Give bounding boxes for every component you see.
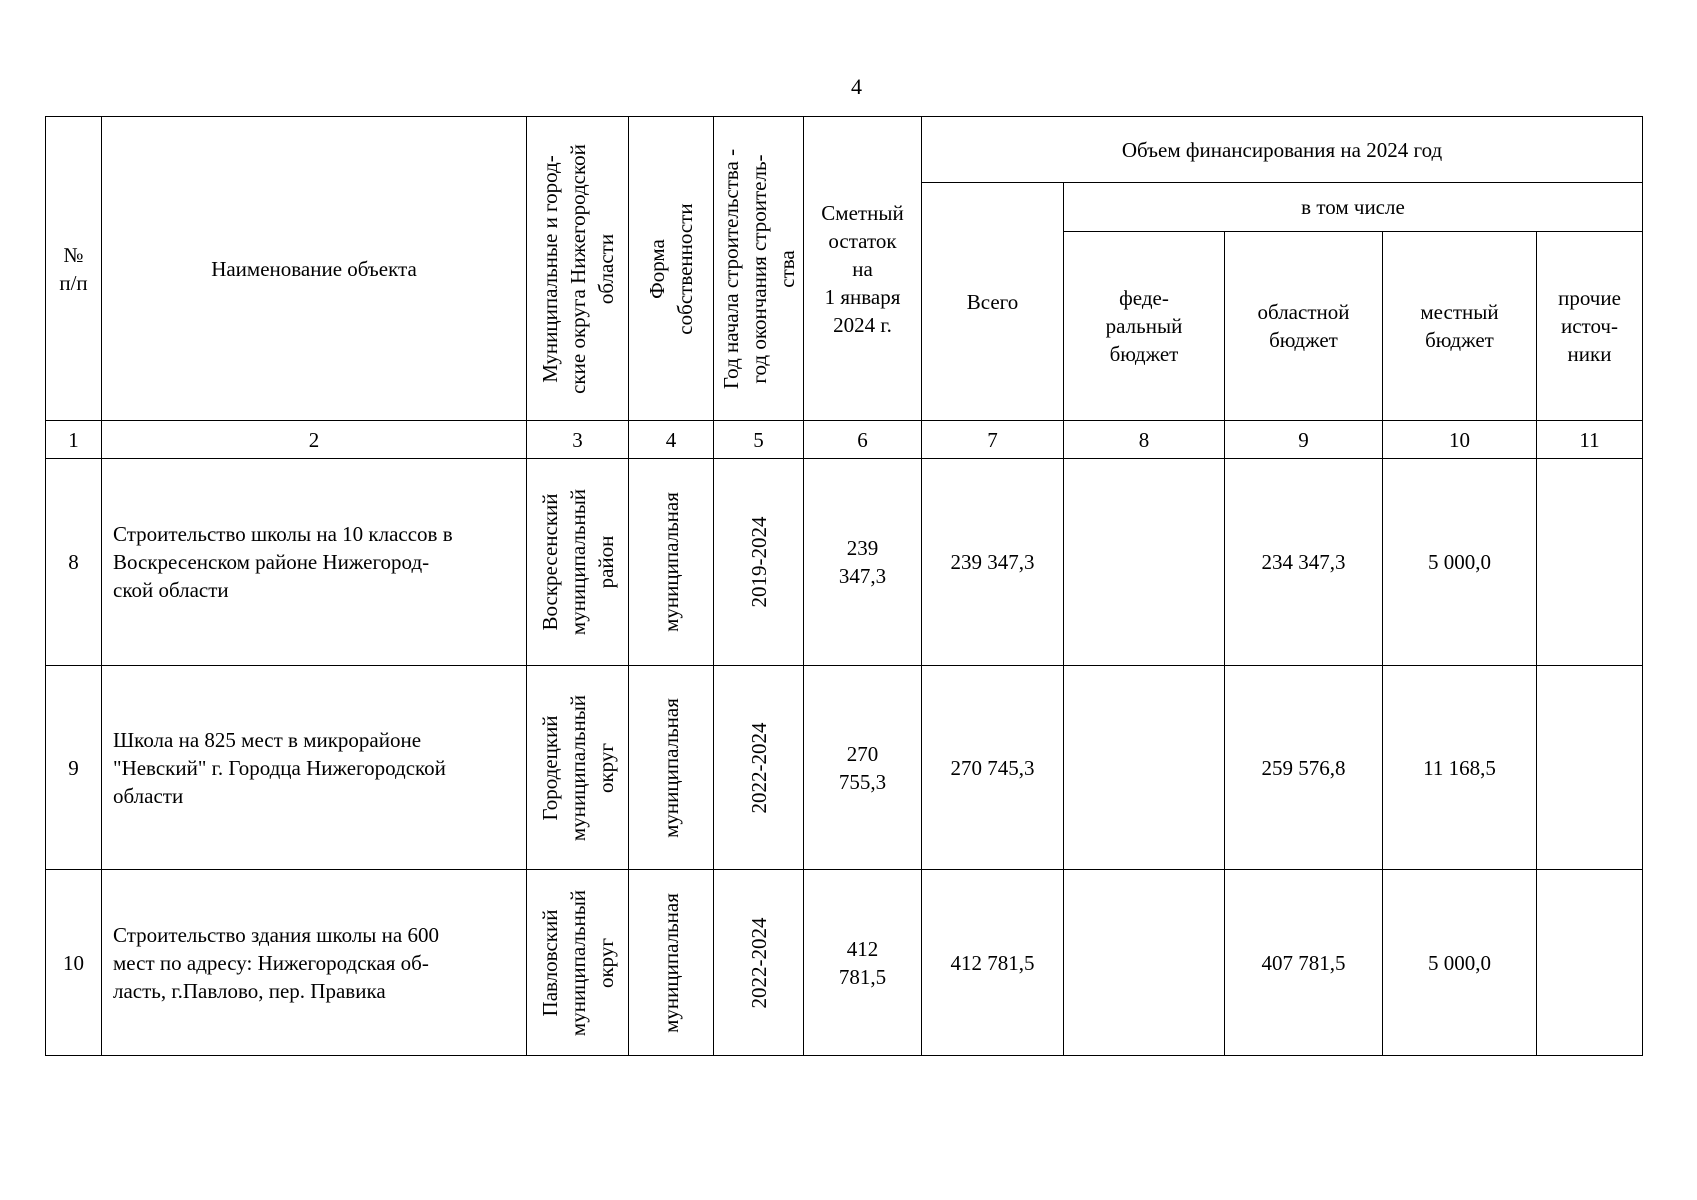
row-ownership: муниципальная <box>629 459 714 666</box>
header-regional: областной бюджет <box>1225 232 1383 421</box>
header-ownership: Форма собственности <box>629 117 714 421</box>
row-total: 239 347,3 <box>922 459 1064 666</box>
row-other <box>1537 666 1643 870</box>
column-number: 1 <box>46 421 102 459</box>
header-estimate: Сметный остаток на 1 января 2024 г. <box>804 117 922 421</box>
row-name: Строительство здания школы на 600 мест по адресу: Нижегородская об- ласть, г.Павлово, пер. Правика <box>102 870 527 1056</box>
row-estimate: 270 755,3 <box>804 666 922 870</box>
column-number: 11 <box>1537 421 1643 459</box>
row-municipality: Городецкий муниципальный округ <box>527 666 629 870</box>
header-total: Всего <box>922 183 1064 421</box>
header-funding-title: Объем финансирования на 2024 год <box>922 117 1643 183</box>
page-number: 4 <box>851 74 862 99</box>
row-regional: 259 576,8 <box>1225 666 1383 870</box>
row-no: 10 <box>46 870 102 1056</box>
row-no: 9 <box>46 666 102 870</box>
row-ownership: муниципальная <box>629 666 714 870</box>
column-number: 6 <box>804 421 922 459</box>
row-federal <box>1064 666 1225 870</box>
column-number: 4 <box>629 421 714 459</box>
column-number: 9 <box>1225 421 1383 459</box>
header-including: в том числе <box>1064 183 1643 232</box>
row-total: 270 745,3 <box>922 666 1064 870</box>
row-ownership: муниципальная <box>629 870 714 1056</box>
header-name: Наименование объекта <box>102 117 527 421</box>
row-municipality: Воскресенский муниципальный район <box>527 459 629 666</box>
row-other <box>1537 459 1643 666</box>
row-regional: 234 347,3 <box>1225 459 1383 666</box>
header-years: Год начала строительства - год окончания строитель- ства <box>714 117 804 421</box>
row-municipality: Павловский муниципальный округ <box>527 870 629 1056</box>
row-local: 11 168,5 <box>1383 666 1537 870</box>
row-estimate: 412 781,5 <box>804 870 922 1056</box>
column-number: 3 <box>527 421 629 459</box>
column-number: 7 <box>922 421 1064 459</box>
row-years: 2022-2024 <box>714 666 804 870</box>
row-total: 412 781,5 <box>922 870 1064 1056</box>
row-name: Строительство школы на 10 классов в Воскресенском районе Нижегород- ской области <box>102 459 527 666</box>
row-local: 5 000,0 <box>1383 870 1537 1056</box>
row-name: Школа на 825 мест в микрорайоне "Невский" г. Городца Нижегородской области <box>102 666 527 870</box>
column-number: 2 <box>102 421 527 459</box>
table-row <box>46 459 1643 666</box>
row-federal <box>1064 870 1225 1056</box>
row-regional: 407 781,5 <box>1225 870 1383 1056</box>
header-other: прочие источ- ники <box>1537 232 1643 421</box>
row-no: 8 <box>46 459 102 666</box>
header-local: местный бюджет <box>1383 232 1537 421</box>
row-federal <box>1064 459 1225 666</box>
column-number: 8 <box>1064 421 1225 459</box>
row-estimate: 239 347,3 <box>804 459 922 666</box>
row-other <box>1537 870 1643 1056</box>
header-no: № п/п <box>46 117 102 421</box>
table-row <box>46 666 1643 870</box>
table-row <box>46 870 1643 1056</box>
row-years: 2019-2024 <box>714 459 804 666</box>
financing-table <box>45 116 1643 1056</box>
row-local: 5 000,0 <box>1383 459 1537 666</box>
column-number: 10 <box>1383 421 1537 459</box>
column-numbers-row <box>46 421 1643 459</box>
column-number: 5 <box>714 421 804 459</box>
header-municipality: Муниципальные и город- ские округа Нижегородской области <box>527 117 629 421</box>
header-federal: феде- ральный бюджет <box>1064 232 1225 421</box>
row-years: 2022-2024 <box>714 870 804 1056</box>
header-row-1 <box>46 117 1643 183</box>
